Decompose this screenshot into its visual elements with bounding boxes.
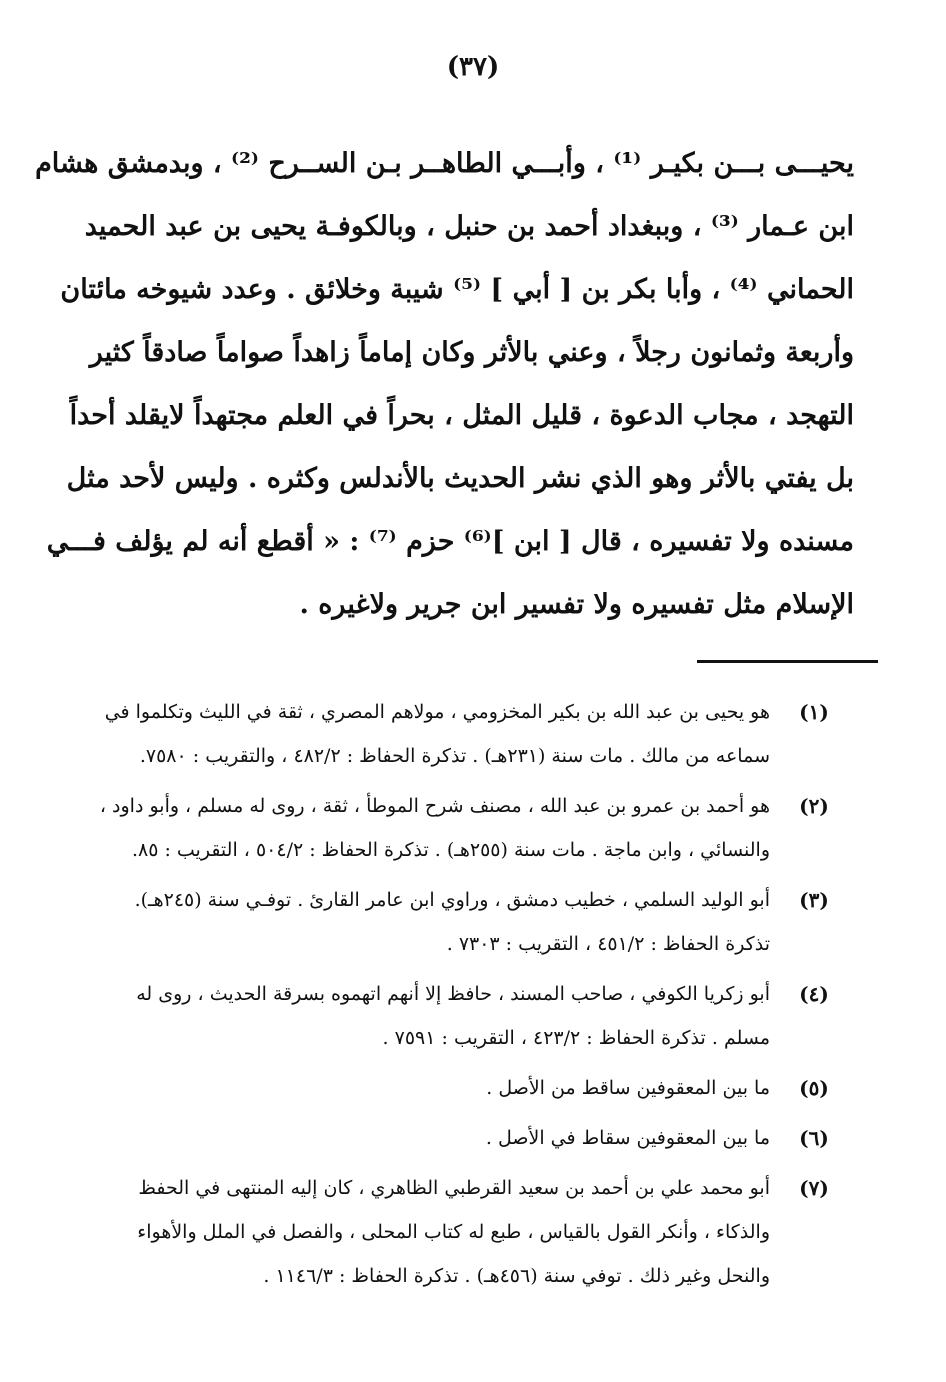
footnote-1 bbox=[104, 690, 858, 778]
footnote-2 bbox=[99, 784, 858, 872]
footnote-line: أبو الوليد السلمي ، خطيب دمشق ، وراوي ابن عامر القارئ . توفـي سنة (٢٤٥هـ). bbox=[134, 889, 770, 911]
footnote-text bbox=[108, 878, 770, 966]
page-number: (٣٧) bbox=[446, 52, 500, 82]
footnotes bbox=[99, 690, 858, 1304]
footnote-number: (٢) bbox=[799, 794, 829, 818]
footnote-line: ما بين المعقوفين ساقط من الأصل . bbox=[486, 1077, 770, 1099]
footnote-line: ما بين المعقوفين سقاط في الأصل . bbox=[485, 1127, 770, 1149]
footnote-6 bbox=[108, 1116, 858, 1160]
main-text-line: يحيـــى بـــن بكيـر ⁽¹⁾ ، وأبـــي الطاهــر بـن الســرح ⁽²⁾ ، وبدمشق هشام bbox=[35, 148, 854, 179]
footnote-line: مسلم . تذكرة الحفاظ : ٤٢٣/٢ ، التقريب : ٧٥٩١ . bbox=[382, 1027, 770, 1049]
footnote-number: (١) bbox=[799, 700, 829, 724]
footnote-3 bbox=[108, 878, 858, 966]
footnote-line: سماعه من مالك . مات سنة (٢٣١هـ) . تذكرة الحفاظ : ٤٨٢/٢ ، والتقريب : ٧٥٨٠. bbox=[139, 745, 770, 767]
footnote-number: (٦) bbox=[799, 1126, 829, 1150]
main-text-line: مسنده ولا تفسيره ، قال [ ابن ]⁽⁶⁾ حزم ⁽⁷⁾ : « أقطع أنه لم يؤلف فـــي bbox=[46, 526, 854, 557]
footnote-number: (٤) bbox=[799, 982, 829, 1006]
main-text-line: ابن عـمار ⁽³⁾ ، وببغداد أحمد بن حنبل ، وبالكوفـة يحيى بن عبد الحميد bbox=[84, 211, 854, 242]
footnote-line: أبو زكريا الكوفي ، صاحب المسند ، حافظ إلا أنهم اتهموه بسرقة الحديث ، روى له bbox=[136, 983, 770, 1005]
footnote-5 bbox=[108, 1066, 858, 1110]
footnote-7 bbox=[108, 1166, 858, 1298]
main-text bbox=[35, 132, 854, 636]
footnote-line: هو أحمد بن عمرو بن عبد الله ، مصنف شرح الموطأ ، ثقة ، روى له مسلم ، وأبو داود ، bbox=[99, 795, 770, 817]
footnote-text bbox=[108, 1166, 770, 1298]
footnote-text bbox=[108, 972, 770, 1060]
footnote-text bbox=[100, 784, 770, 872]
footnote-line: والذكاء ، وأنكر القول بالقياس ، طبع له كتاب المحلى ، والفصل في الملل والأهواء bbox=[137, 1221, 770, 1243]
footnote-number: (٥) bbox=[799, 1076, 829, 1100]
footnote-text bbox=[108, 1066, 770, 1110]
main-text-line: وأربعة وثمانون رجلاً ، وعني بالأثر وكان إماماً زاهداً صواماً صادقاً كثير bbox=[89, 337, 854, 368]
footnote-4 bbox=[108, 972, 858, 1060]
footnote-line: أبو محمد علي بن أحمد بن سعيد القرطبي الظاهري ، كان إليه المنتهى في الحفظ bbox=[138, 1177, 770, 1199]
footnote-number: (٣) bbox=[799, 888, 829, 912]
main-text-line: بل يفتي بالأثر وهو الذي نشر الحديث بالأندلس وكثره . وليس لأحد مثل bbox=[66, 463, 854, 494]
footnote-text bbox=[108, 1116, 770, 1160]
footnote-divider bbox=[697, 660, 878, 663]
footnote-line: هو يحيى بن عبد الله بن بكير المخزومي ، مولاهم المصري ، ثقة في الليث وتكلموا في bbox=[104, 701, 770, 723]
main-text-line: التهجد ، مجاب الدعوة ، قليل المثل ، بحراً في العلم مجتهداً لايقلد أحداً bbox=[69, 400, 854, 431]
main-text-line: الحماني ⁽⁴⁾ ، وأبا بكر بن [ أبي ] ⁽⁵⁾ شيبة وخلائق . وعدد شيوخه مائتان bbox=[60, 274, 854, 305]
footnote-text bbox=[105, 690, 770, 778]
footnote-line: تذكرة الحفاظ : ٤٥١/٢ ، التقريب : ٧٣٠٣ . bbox=[446, 933, 770, 955]
footnote-line: والنسائي ، وابن ماجة . مات سنة (٢٥٥هـ) . تذكرة الحفاظ : ٥٠٤/٢ ، التقريب : ٨٥. bbox=[131, 839, 770, 861]
footnote-number: (٧) bbox=[799, 1176, 829, 1200]
footnote-line: والنحل وغير ذلك . توفي سنة (٤٥٦هـ) . تذكرة الحفاظ : ١١٤٦/٣ . bbox=[263, 1265, 770, 1287]
main-text-line: الإسلام مثل تفسيره ولا تفسير ابن جرير ولاغيره . bbox=[299, 589, 854, 620]
